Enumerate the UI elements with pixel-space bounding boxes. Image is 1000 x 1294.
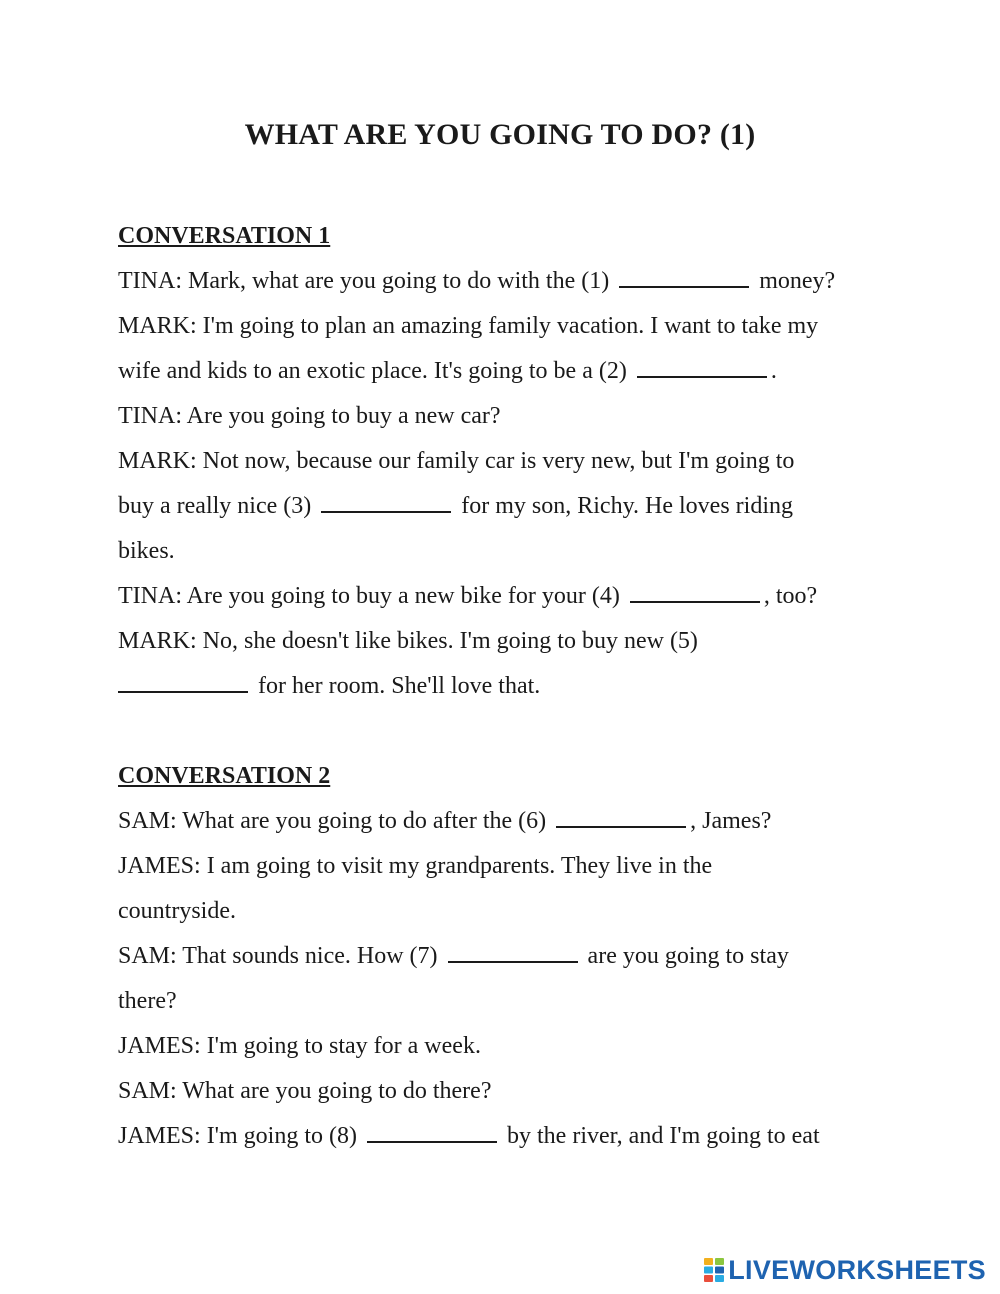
line-text: are you going to stay [581, 943, 789, 969]
line-text: wife and kids to an exotic place. It's going to be a (2) [118, 358, 633, 384]
conversation-1-heading: CONVERSATION 1 [118, 223, 331, 249]
line-text: JAMES: I'm going to (8) [118, 1123, 363, 1149]
logo-text: LIVEWORKSHEETS [728, 1254, 986, 1285]
dialogue-line [118, 308, 898, 353]
answer-blank-1[interactable] [619, 285, 749, 288]
dialogue-line [118, 938, 898, 983]
line-text: SAM: What are you going to do there? [118, 1078, 492, 1104]
dialogue-line [118, 668, 898, 713]
line-text: for my son, Richy. He loves riding [455, 493, 793, 519]
answer-blank-6[interactable] [556, 825, 686, 828]
line-text: SAM: That sounds nice. How (7) [118, 943, 444, 969]
dialogue-line [118, 1028, 898, 1073]
dialogue-line [118, 983, 898, 1028]
line-text: money? [753, 268, 836, 294]
line-text: for her room. She'll love that. [252, 673, 541, 699]
dialogue-line [118, 623, 898, 668]
line-text: SAM: What are you going to do after the (6) [118, 808, 553, 834]
line-text: . [770, 358, 777, 384]
dialogue-line [118, 578, 898, 623]
answer-blank-8[interactable] [367, 1140, 497, 1143]
line-text: JAMES: I am going to visit my grandparents. They live in the [118, 853, 713, 879]
dialogue-line [118, 893, 898, 938]
dialogue-line [118, 263, 898, 308]
liveworksheets-logo-icon [704, 1258, 724, 1282]
line-text: by the river, and I'm going to eat [501, 1123, 820, 1149]
line-text: MARK: I'm going to plan an amazing family vacation. I want to take my [118, 313, 819, 339]
line-text: TINA: Are you going to buy a new car? [118, 403, 501, 429]
dialogue-line [118, 1073, 898, 1118]
line-text: MARK: Not now, because our family car is very new, but I'm going to [118, 448, 795, 474]
answer-blank-3[interactable] [321, 510, 451, 513]
liveworksheets-logo[interactable] [704, 1254, 986, 1286]
dialogue-line [118, 1118, 898, 1163]
line-text: TINA: Are you going to buy a new bike for your (4) [118, 583, 626, 609]
line-text: bikes. [118, 538, 175, 564]
line-text: TINA: Mark, what are you going to do with the (1) [118, 268, 616, 294]
conversation-2-heading: CONVERSATION 2 [118, 763, 331, 789]
line-text: , James? [690, 808, 772, 834]
line-text: MARK: No, she doesn't like bikes. I'm going to buy new (5) [118, 628, 698, 654]
answer-blank-2[interactable] [637, 375, 767, 378]
answer-blank-4[interactable] [630, 600, 760, 603]
answer-blank-5[interactable] [118, 690, 248, 693]
dialogue-line [118, 848, 898, 893]
dialogue-line [118, 398, 898, 443]
dialogue-line [118, 488, 898, 533]
line-text: , too? [763, 583, 818, 609]
line-text: buy a really nice (3) [118, 493, 318, 519]
line-text: there? [118, 988, 177, 1014]
section-gap [118, 713, 898, 758]
dialogue-line [118, 533, 898, 578]
dialogue-line [118, 443, 898, 488]
line-text: countryside. [118, 898, 236, 924]
line-text: JAMES: I'm going to stay for a week. [118, 1033, 481, 1059]
page-title: WHAT ARE YOU GOING TO DO? (1) [244, 118, 756, 151]
worksheet-body [118, 218, 898, 1163]
dialogue-line [118, 803, 898, 848]
answer-blank-7[interactable] [448, 960, 578, 963]
dialogue-line [118, 353, 898, 398]
